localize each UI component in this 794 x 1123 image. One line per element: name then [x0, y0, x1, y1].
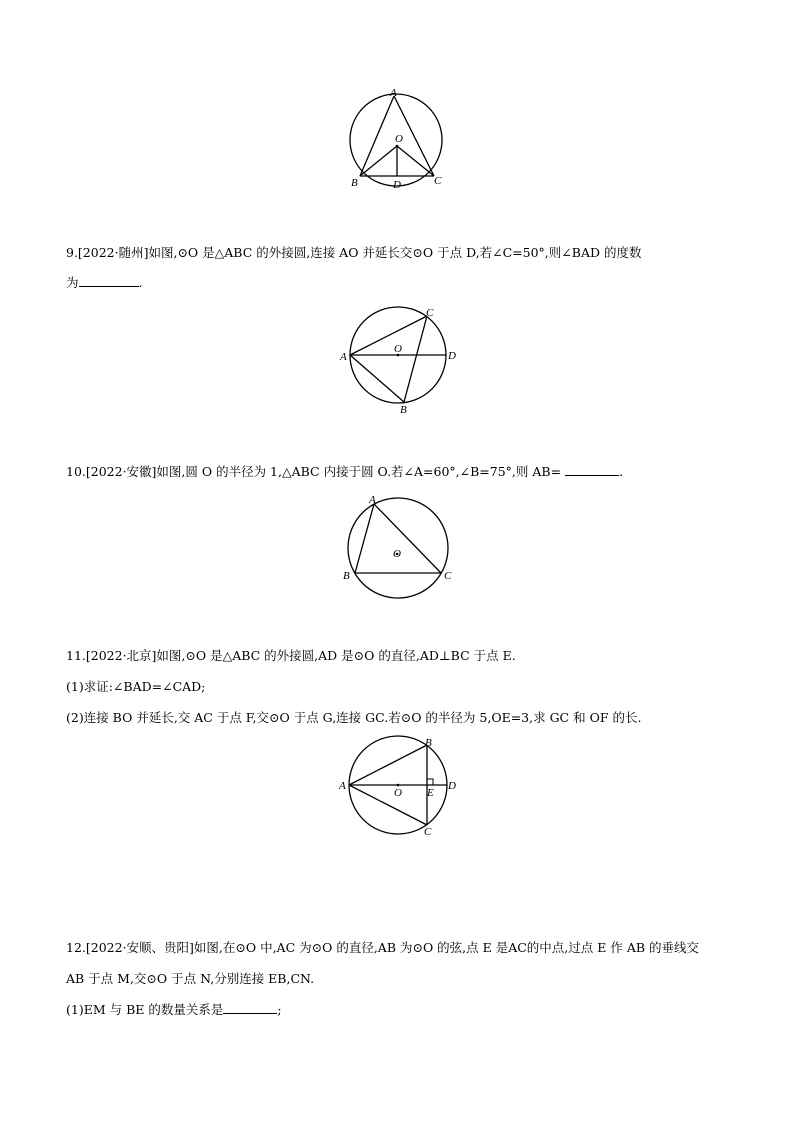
- right-angle-mark: [427, 779, 433, 785]
- q9-line-2: 为 .: [66, 275, 143, 290]
- label-b: B: [425, 737, 432, 749]
- segment-cb: [404, 316, 427, 402]
- segment-oc: [397, 146, 434, 176]
- label-b: B: [343, 570, 350, 582]
- q12-part-1: (1)EM 与 BE 的数量关系是 ;: [66, 1002, 282, 1017]
- answer-blank: [565, 464, 619, 476]
- q9-line-1: 9.[2022·随州]如图,⊙O 是△ABC 的外接圆,连接 AO 并延长交⊙O 于点 D,若∠C=50°,则∠BAD 的度数: [66, 245, 642, 260]
- q12-line-1: 12.[2022·安顺、贵阳]如图,在⊙O 中,AC 为⊙O 的直径,AB 为⊙O 的弦,点 E 是AC的中点,过点 E 作 AB 的垂线交: [66, 940, 700, 955]
- answer-blank: [79, 275, 139, 287]
- segment-ac: [350, 316, 427, 355]
- label-c: C: [434, 175, 442, 187]
- segment-ob: [360, 146, 397, 176]
- label-d: D: [393, 179, 401, 191]
- q10-line-1: 10.[2022·安徽]如图,圆 O 的半径为 1,△ABC 内接于圆 O.若∠A=60°,∠B=75°,则 AB= .: [66, 464, 624, 479]
- label-o: O: [393, 548, 401, 560]
- q11-line-1: 11.[2022·北京]如图,⊙O 是△ABC 的外接圆,AD 是⊙O 的直径,AD⊥BC 于点 E.: [66, 648, 516, 663]
- q11-part-1: (1)求证:∠BAD=∠CAD;: [66, 679, 206, 694]
- segment-ab: [349, 745, 427, 785]
- label-a: A: [340, 351, 347, 363]
- figure-diameter-ad-circle: [338, 304, 468, 419]
- figure-diameter-perpendicular-chord: [338, 734, 468, 844]
- label-a: A: [369, 494, 376, 506]
- label-c: C: [444, 570, 452, 582]
- label-a: A: [339, 780, 346, 792]
- segment-ac: [349, 785, 427, 825]
- label-b: B: [400, 404, 407, 416]
- label-d: D: [448, 350, 456, 362]
- point-o: [396, 145, 399, 148]
- segment-ab: [355, 504, 374, 573]
- segment-ac: [374, 504, 441, 573]
- label-b: B: [351, 177, 358, 189]
- segment-ab: [350, 355, 404, 402]
- figure-inscribed-triangle: [338, 494, 468, 604]
- label-o: O: [394, 343, 402, 355]
- label-d: D: [448, 780, 456, 792]
- answer-blank: [223, 1002, 277, 1014]
- figure-triangle-abc-circle-top: [340, 84, 460, 194]
- q12-line-2: AB 于点 M,交⊙O 于点 N,分别连接 EB,CN.: [66, 971, 315, 986]
- label-e: E: [427, 787, 434, 799]
- label-o: O: [394, 787, 402, 799]
- label-c: C: [426, 307, 434, 319]
- segment-ab: [360, 96, 394, 176]
- point-o: [397, 784, 400, 787]
- label-o: O: [395, 133, 403, 145]
- label-c: C: [424, 826, 432, 838]
- q11-part-2: (2)连接 BO 并延长,交 AC 于点 F,交⊙O 于点 G,连接 GC.若⊙O 的半径为 5,OE=3,求 GC 和 OF 的长.: [66, 710, 642, 725]
- label-a: A: [390, 87, 397, 99]
